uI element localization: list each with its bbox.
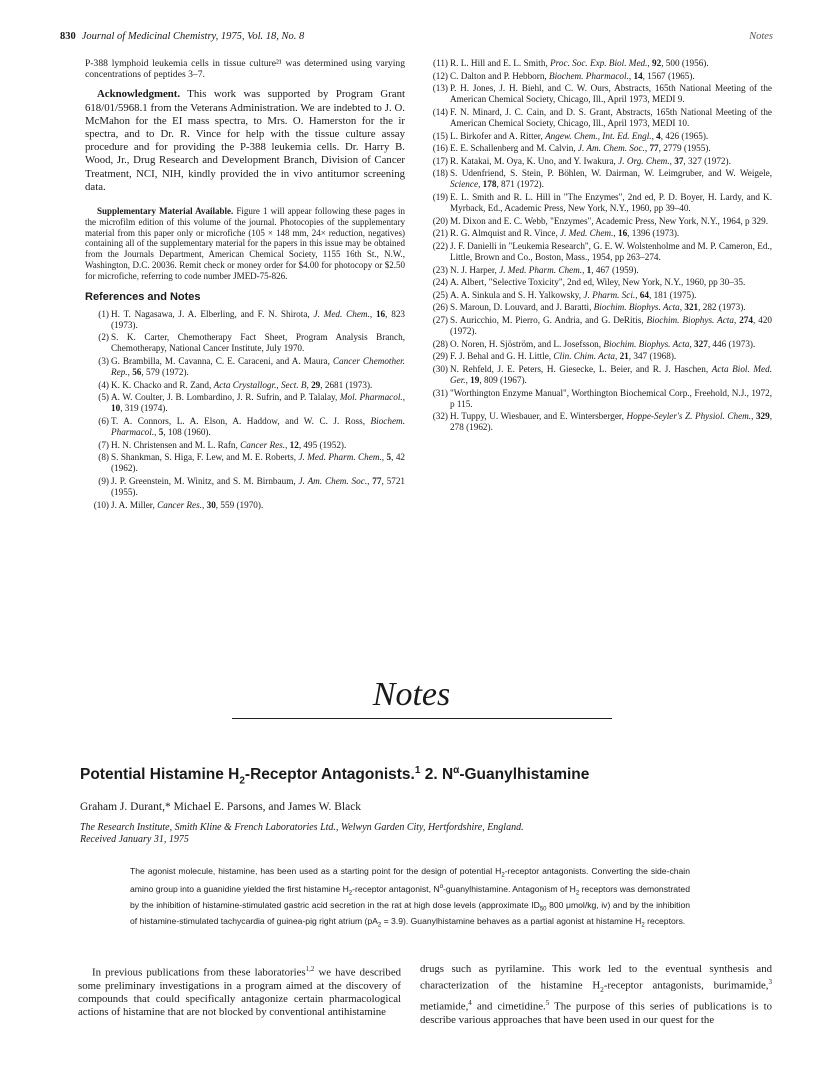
reference-journal: Science	[450, 179, 479, 190]
reference-authors: R. G. Almquist and R. Vince,	[450, 228, 561, 239]
reference-number: (7)	[98, 439, 109, 450]
reference-item	[85, 440, 405, 451]
running-header	[60, 31, 773, 45]
received-date: Received January 31, 1975	[80, 833, 189, 845]
reference-pages: , 579 (1972).	[141, 367, 189, 378]
abstract: The agonist molecule, histamine, has been used as a starting point for the design of potential $H_2$-receptor antagonists. Converting the side-chain amino group into a guanidine yielded the first histamine $H_2$-receptor antagonist, $N^\alpha$-guanylhistamine. Antagonism of $H_2$ receptors was demonstrated by the inhibition of histamine-stimulated gastric acid secretion in the rat at high dose levels (approximate $ID_{50}$ 800 μmol/kg, iv) and by the inhibition of histamine-stimulated tachycardia of guinea-pig right atrium $(pA_2 = 3.9)$. Guanylhistamine behaves as a partial agonist at histamine $H_2$ receptors.	[130, 866, 690, 929]
reference-authors: C. Dalton and P. Hebborn,	[450, 70, 550, 81]
reference-pages: , 426 (1965).	[660, 130, 709, 141]
reference-number: (8)	[98, 452, 109, 463]
reference-number: (30)	[432, 363, 448, 374]
reference-volume: 10	[111, 403, 121, 414]
reference-number: (17)	[432, 155, 448, 166]
reference-authors: M. Dixon and E. C. Webb, "Enzymes", Academic Press, New York, N.Y., 1964, p 329.	[450, 215, 769, 226]
reference-journal: J. Med. Chem.	[560, 228, 614, 239]
author-list: Graham J. Durant,* Michael E. Parsons, and James W. Black	[80, 801, 362, 813]
reference-journal: J. Med. Pharm. Chem.	[298, 452, 382, 463]
intro-paragraph: P-388 lymphoid leukemia cells in tissue culture²¹ was determined using varying concentrations of peptides 3–7.	[85, 58, 405, 81]
reference-authors: S. Udenfriend, S. Stein, P. Böhlen, W. Dairman, W. Leimgruber, and W. Weigele,	[450, 168, 772, 179]
reference-item	[85, 500, 405, 511]
reference-sep: ,	[478, 179, 483, 190]
reference-sep: ,	[669, 155, 675, 166]
reference-number: (9)	[98, 475, 109, 486]
reference-sep: ,	[154, 427, 159, 438]
reference-journal: Cancer Res.	[240, 439, 286, 450]
acknowledgment-text: This work was supported by Program Grant 618/01/5968.1 from the Veterans Administration. We are indebted to J. O. McMahon for the EI mass spectra, to Mrs. O. Hamerston for the ir spectra, and to Dr. R. Vince for help with the tissue culture assay procedure and for providing the P-388 leukemia cells. Dr. Harry B. Wood, Jr., Drug Research and Development Branch, Division of Cancer Treatment, NCI, NIH, kindly provided the in vivo antitumor screening data.	[85, 88, 405, 193]
reference-volume: 329	[755, 411, 770, 422]
reference-authors: A. Albert, "Selective Toxicity", 2nd ed, Wiley, New York, N.Y., 1960, pp 30–35.	[450, 277, 746, 288]
left-column	[85, 58, 405, 512]
reference-pages: , 823 (1973).	[111, 308, 406, 330]
reference-pages: , 467 (1959).	[591, 264, 639, 275]
reference-sep: ,	[613, 228, 618, 239]
right-column	[420, 58, 772, 435]
acknowledgment-label: Acknowledgment.	[97, 88, 181, 101]
reference-number: (19)	[432, 192, 448, 203]
reference-item	[85, 392, 405, 414]
reference-number: (32)	[432, 411, 448, 422]
reference-item	[85, 332, 405, 354]
reference-item	[420, 277, 772, 288]
reference-number: (15)	[432, 130, 448, 141]
reference-item	[85, 452, 405, 474]
reference-pages: , 1396 (1973).	[627, 228, 680, 239]
reference-authors: J. F. Danielli in "Leukemia Research", G. E. W. Wolstenholme and M. P. Cameron, Ed., Little, Brown and Co., Boston, Mass., 1954, pp 263–274.	[450, 240, 773, 262]
reference-authors: S. K. Carter, Chemotherapy Fact Sheet, Program Analysis Branch, Chemotherapy, National Cancer Institute, July 1970.	[111, 332, 405, 354]
reference-item	[420, 302, 772, 313]
reference-item	[420, 192, 772, 214]
reference-journal: Angew. Chem., Int. Ed. Engl.	[545, 130, 652, 141]
reference-item	[420, 411, 772, 433]
reference-journal: Cancer Res.	[157, 499, 202, 510]
reference-item	[85, 356, 405, 378]
body-paragraph-right: drugs such as pyrilamine. This work led to the eventual synthesis and characterization of the histamine $H_2$-receptor antagonists, burimamide,$^3$ metiamide,$^4$ and cimetidine.$^5$ The purpose of this series of publications is to describe various approaches that have been used in our quest for the	[420, 963, 772, 1026]
reference-volume: 77	[372, 475, 382, 486]
reference-authors: S. Auricchio, M. Pierro, G. Andria, and G. DeRitis,	[450, 314, 647, 325]
reference-authors: T. A. Connors, L. A. Elson, A. Haddow, and W. C. J. Ross,	[111, 415, 371, 426]
reference-pages: , 495 (1952).	[298, 439, 347, 450]
reference-volume: 16	[375, 308, 386, 319]
body-paragraph-left: In previous publications from these laboratories$^{1,2}$ we have described some preliminary investigations in a program aimed at the discovery of compounds that could specifically antagonize certain pharmacological actions of histamine that are not blocked by conventional antihistamine	[78, 965, 402, 1019]
reference-pages: , 1567 (1965).	[642, 70, 695, 81]
reference-pages: , 327 (1972).	[683, 155, 731, 166]
reference-item	[420, 156, 772, 167]
reference-pages: , 446 (1973).	[707, 338, 756, 349]
reference-journal: Clin. Chim. Acta	[553, 351, 615, 362]
reference-number: (11)	[433, 58, 448, 68]
reference-journal: Biochim. Biophys. Acta	[646, 314, 734, 325]
reference-authors: S. Shankman, S. Higa, F. Lew, and M. E. Roberts,	[111, 452, 299, 463]
supplementary-label: Supplementary Material Available.	[97, 206, 234, 217]
acknowledgment	[85, 88, 405, 194]
reference-volume: 29	[311, 379, 321, 390]
reference-item	[85, 309, 405, 331]
reference-item	[420, 107, 772, 129]
reference-volume: 4	[656, 130, 661, 141]
reference-item	[85, 380, 405, 391]
supplementary-text: Figure 1 will appear following these pages in the microfilm edition of this volume of the journal. Photocopies of the supplementary material from this paper only or microfiche (105 × 148 mm, 24× reduction, negatives) containing all of the supplementary material for the papers in this issue may be obtained from the Journals Department, American Chemical Society, 1155 16th St., N.W., Washington, D.C. 20036. Remit check or money order for $4.00 for photocopy or $2.50 for microfiche, referring to code number JMED-75-826.	[85, 206, 406, 281]
reference-sep: ,	[369, 308, 376, 319]
reference-sep: ,	[402, 392, 405, 403]
reference-sep: ,	[381, 452, 387, 463]
reference-number: (18)	[432, 168, 448, 179]
reference-sep: ,	[679, 302, 685, 313]
reference-item	[420, 290, 772, 301]
reference-sep: ,	[689, 338, 695, 349]
affiliation: The Research Institute, Smith Kline & French Laboratories Ltd., Welwyn Garden City, Hertfordshire, England. Received January 31, 1975	[80, 822, 780, 846]
reference-sep: ,	[751, 411, 756, 422]
reference-number: (14)	[432, 106, 448, 117]
reference-sep: ,	[582, 264, 587, 275]
reference-volume: 12	[289, 439, 299, 450]
reference-sep: ,	[202, 499, 207, 510]
reference-pages: , 42 (1962).	[111, 452, 406, 474]
reference-journal: J. Am. Chem. Soc.	[577, 143, 645, 154]
reference-journal: Hoppe-Seyler's Z. Physiol. Chem.	[626, 411, 752, 422]
reference-pages: , 319 (1974).	[120, 403, 168, 414]
reference-volume: 1	[586, 264, 592, 275]
reference-pages: , 181 (1975).	[648, 289, 697, 300]
section-label: Notes	[749, 31, 773, 42]
reference-volume: 37	[674, 155, 684, 166]
reference-authors: R. L. Hill and E. L. Smith,	[450, 58, 551, 68]
reference-pages: , 278 (1962).	[450, 411, 773, 433]
reference-item	[420, 315, 772, 337]
page-number: 830	[60, 31, 76, 42]
reference-journal: Biochim. Biophys. Acta	[603, 338, 690, 349]
reference-item	[420, 351, 772, 362]
reference-volume: 178	[482, 179, 497, 190]
reference-journal: J. Pharm. Sci.	[583, 289, 636, 300]
reference-pages: , 559 (1970).	[215, 499, 264, 510]
reference-item	[420, 131, 772, 142]
reference-item	[420, 364, 772, 386]
reference-item	[420, 339, 772, 350]
reference-journal: J. Org. Chem.	[618, 155, 670, 166]
reference-volume: 14	[633, 70, 643, 81]
reference-volume: 5	[386, 452, 392, 463]
reference-authors: "Worthington Enzyme Manual", Worthington Biochemical Corp., Freehold, N.J., 1972, p 115.	[450, 387, 772, 409]
reference-number: (20)	[432, 215, 448, 226]
reference-pages: , 2681 (1973).	[320, 379, 373, 390]
reference-item	[420, 58, 772, 69]
reference-authors: H. Tuppy, U. Wiesbauer, and E. Wintersberger,	[450, 411, 627, 422]
reference-sep: ,	[733, 314, 740, 325]
reference-volume: 92	[652, 58, 662, 68]
reference-pages: , 500 (1956).	[661, 58, 709, 68]
reference-journal: J. Med. Pharm. Chem.	[499, 264, 583, 275]
reference-authors: E. L. Smith and R. L. Hill in "The Enzymes", 2nd ed, P. D. Boyer, H. Lardy, and K. Myrback, Ed., Academic Press, New York, N.Y., 1960, pp 39–40.	[450, 192, 772, 214]
reference-authors: S. Maroun, D. Louvard, and J. Baratti,	[450, 302, 594, 313]
section-divider	[232, 718, 612, 719]
reference-item	[420, 71, 772, 82]
reference-number: (21)	[432, 228, 448, 239]
reference-authors: E. E. Schallenberg and M. Calvin,	[450, 143, 578, 154]
reference-authors: A. A. Sinkula and S. H. Yalkowsky,	[450, 289, 584, 300]
reference-authors: J. P. Greenstein, M. Winitz, and S. M. Birnbaum,	[111, 475, 299, 486]
reference-journal: Acta Biol. Med. Ger.	[450, 363, 772, 385]
reference-list-right	[420, 58, 772, 433]
reference-pages: , 108 (1960).	[163, 427, 211, 438]
reference-number: (3)	[98, 355, 109, 366]
reference-authors: K. K. Chacko and R. Zand,	[111, 379, 214, 390]
reference-authors: P. H. Jones, J. H. Biehl, and C. W. Ours, Abstracts, 165th National Meeting of the American Chemical Society, Chicago, Ill., April 1973, MEDI 9.	[450, 83, 772, 105]
reference-volume: 321	[684, 302, 699, 313]
reference-number: (16)	[432, 143, 448, 154]
reference-pages: , 282 (1973).	[698, 302, 746, 313]
reference-sep: ,	[465, 374, 471, 385]
reference-sep: ,	[614, 351, 620, 362]
reference-authors: N. J. Harper,	[450, 264, 500, 275]
reference-number: (25)	[432, 289, 448, 300]
reference-volume: 16	[617, 228, 628, 239]
journal-citation: Journal of Medicinal Chemistry, 1975, Vol. 18, No. 8	[81, 31, 305, 42]
reference-authors: N. Rehfeld, J. E. Peters, H. Giesecke, L. Beier, and R. J. Haschen,	[450, 363, 712, 374]
reference-pages: , 347 (1968).	[628, 351, 677, 362]
reference-item	[85, 416, 405, 438]
reference-authors: R. Katakai, M. Oya, K. Uno, and Y. Iwakura,	[450, 155, 619, 166]
reference-volume: 274	[739, 314, 753, 325]
reference-sep: ,	[367, 475, 373, 486]
reference-authors: H. T. Nagasawa, J. A. Elberling, and F. N. Shirota,	[111, 308, 314, 319]
reference-authors: F. J. Behal and G. H. Little,	[450, 351, 554, 362]
reference-item	[420, 241, 772, 263]
reference-number: (4)	[98, 379, 109, 390]
reference-sep: ,	[306, 379, 312, 390]
reference-item	[420, 228, 772, 239]
reference-item	[420, 216, 772, 227]
reference-number: (31)	[432, 387, 448, 398]
reference-number: (13)	[432, 83, 448, 94]
reference-authors: A. W. Coulter, J. B. Lombardino, J. R. Sufrin, and P. Talalay,	[111, 392, 340, 403]
reference-number: (1)	[98, 308, 109, 319]
reference-authors: J. A. Miller,	[111, 499, 158, 510]
reference-number: (22)	[432, 240, 448, 251]
reference-sep: ,	[647, 58, 653, 68]
reference-volume: 30	[206, 499, 216, 510]
reference-pages: , 809 (1967).	[479, 374, 527, 385]
reference-journal: Biochem. Pharmacol.	[111, 415, 405, 438]
reference-journal: Cancer Chemother. Rep.	[111, 355, 406, 378]
reference-volume: 5	[158, 427, 164, 438]
reference-number: (10)	[93, 499, 109, 510]
reference-volume: 327	[694, 338, 708, 349]
reference-journal: Acta Crystallogr., Sect. B	[213, 379, 307, 390]
section-title: Notes	[372, 676, 451, 713]
reference-sep: ,	[127, 367, 133, 378]
reference-authors: O. Noren, H. Sjöström, and L. Josefsson,	[450, 338, 604, 349]
reference-item	[420, 388, 772, 410]
reference-item	[420, 143, 772, 154]
reference-volume: 77	[649, 143, 659, 154]
reference-journal: Biochim. Biophys. Acta	[593, 302, 680, 313]
reference-item	[420, 168, 772, 190]
reference-number: (2)	[98, 332, 109, 343]
reference-number: (6)	[98, 415, 109, 426]
reference-volume: 64	[639, 289, 649, 300]
reference-sep: ,	[651, 130, 657, 141]
reference-journal: Mol. Pharmacol.	[339, 392, 403, 403]
reference-authors: G. Brambilla, M. Cavanna, C. E. Caraceni, and A. Maura,	[111, 355, 333, 366]
reference-pages: , 871 (1972).	[496, 179, 544, 190]
reference-number: (12)	[432, 70, 448, 81]
reference-item	[420, 265, 772, 276]
reference-number: (5)	[98, 392, 109, 403]
reference-pages: , 5721 (1955).	[111, 475, 405, 498]
reference-sep: ,	[635, 289, 640, 300]
reference-item	[420, 83, 772, 105]
reference-number: (29)	[432, 351, 448, 362]
reference-journal: Proc. Soc. Exp. Biol. Med.	[550, 58, 648, 68]
reference-number: (23)	[432, 264, 448, 275]
reference-journal: J. Med. Chem.	[313, 308, 370, 319]
reference-number: (27)	[432, 314, 448, 325]
reference-pages: , 2779 (1955).	[658, 143, 711, 154]
reference-pages: , 420 (1972).	[450, 314, 773, 337]
reference-authors: H. N. Christensen and M. L. Rafn,	[111, 439, 241, 450]
reference-volume: 21	[619, 351, 629, 362]
reference-list-left	[85, 309, 405, 511]
reference-number: (28)	[432, 338, 448, 349]
reference-number: (26)	[432, 302, 448, 313]
reference-item	[85, 476, 405, 498]
reference-sep: ,	[644, 143, 650, 154]
reference-authors: L. Birkofer and A. Ritter,	[450, 130, 546, 141]
reference-volume: 19	[470, 374, 480, 385]
reference-journal: Biochem. Pharmacol.	[549, 70, 629, 81]
reference-number: (24)	[432, 277, 448, 288]
reference-volume: 56	[132, 367, 142, 378]
reference-sep: ,	[628, 70, 634, 81]
references-heading: References and Notes	[85, 290, 201, 303]
reference-sep: ,	[285, 439, 290, 450]
article-title: Potential Histamine $H_2$-Receptor Antagonists.$^1$ 2. $N^\alpha$-Guanylhistamine	[80, 765, 590, 787]
reference-journal: J. Am. Chem. Soc.	[298, 475, 368, 486]
reference-authors: F. N. Minard, J. C. Cain, and D. S. Grant, Abstracts, 165th National Meeting of the American Chemical Society, Chicago, Ill., April 1973, MEDI 10.	[450, 106, 772, 128]
supplementary-material	[85, 206, 405, 282]
